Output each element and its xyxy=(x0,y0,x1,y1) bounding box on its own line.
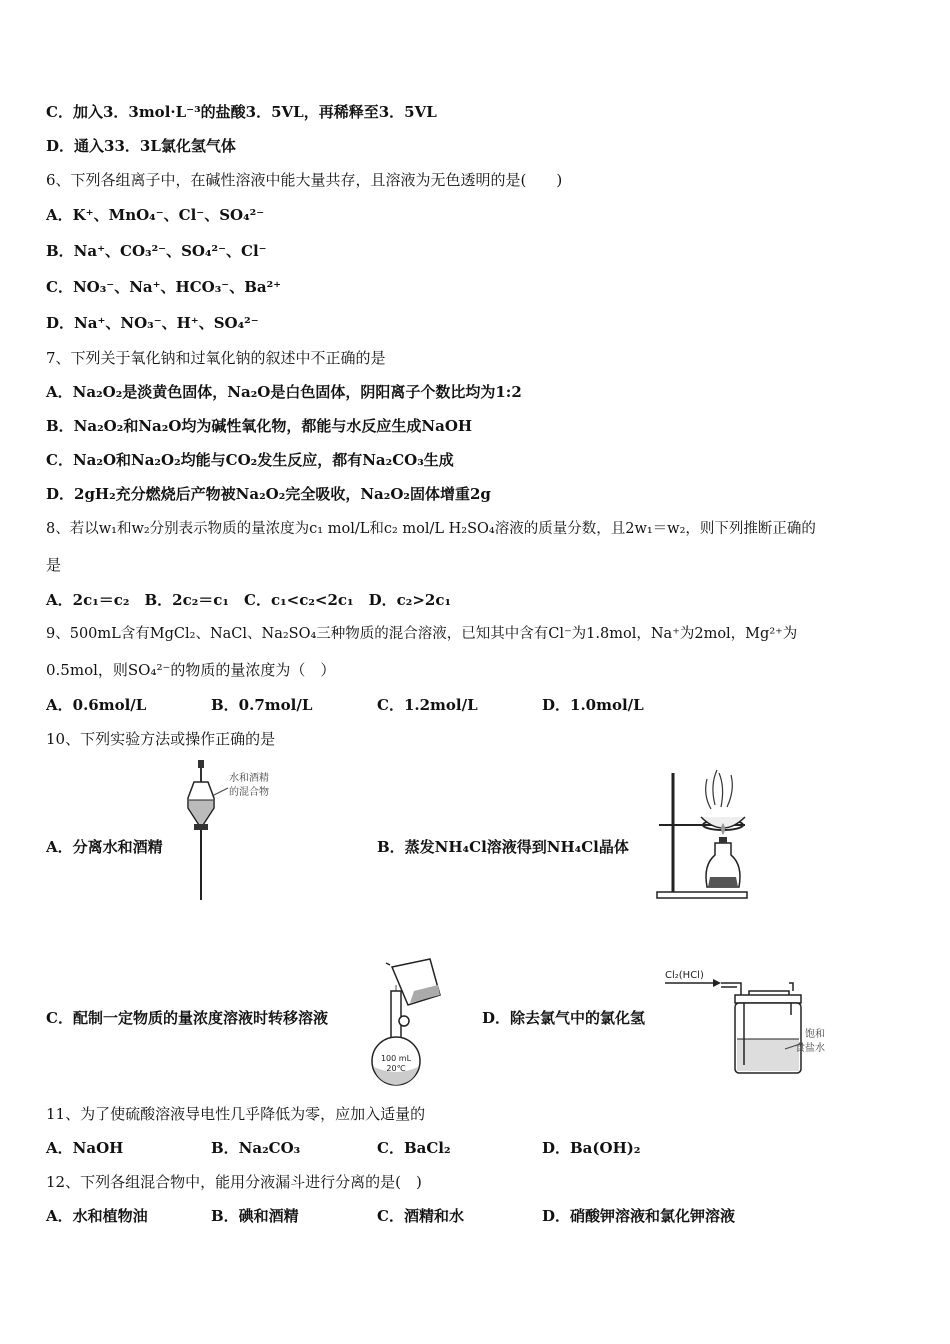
separatory-funnel-figure xyxy=(180,760,290,906)
funnel-label-1: 水和酒精 xyxy=(229,773,269,784)
q6-option-c: C．NO₃⁻、Na⁺、HCO₃⁻、Ba²⁺ xyxy=(46,278,282,296)
q10-option-d: D．除去氯气中的氯化氢 xyxy=(482,1009,646,1027)
flask-label-temp: 20℃ xyxy=(386,1064,406,1073)
q7-option-d: D．2gH₂充分燃烧后产物被Na₂O₂完全吸收，Na₂O₂固体增重2g xyxy=(46,485,491,503)
question-10: 10、下列实验方法或操作正确的是 xyxy=(46,730,276,748)
q11-option-c: C．BaCl₂ xyxy=(377,1139,451,1157)
gas-washing-bottle-figure xyxy=(665,965,835,1080)
q9-option-a: A．0.6mol/L xyxy=(46,696,147,714)
flask-label-volume: 100 mL xyxy=(380,1054,412,1063)
q11-option-d: D．Ba(OH)₂ xyxy=(542,1139,641,1157)
q10-option-a: A．分离水和酒精 xyxy=(46,838,163,856)
q8-options: A．2c₁＝c₂ B．2c₂＝c₁ C．c₁<c₂<2c₁ D．c₂>2c₁ xyxy=(46,591,452,609)
funnel-label-2: 的混合物 xyxy=(229,787,269,798)
q11-option-a: A．NaOH xyxy=(46,1139,124,1157)
q12-option-b: B．碘和酒精 xyxy=(211,1207,299,1225)
q6-option-a: A．K⁺、MnO₄⁻、Cl⁻、SO₄²⁻ xyxy=(46,206,265,224)
question-11: 11、为了使硫酸溶液导电性几乎降低为零，应加入适量的 xyxy=(46,1105,426,1123)
question-7: 7、下列关于氧化钠和过氧化钠的叙述中不正确的是 xyxy=(46,349,386,367)
bottle-label-2: 食盐水 xyxy=(795,1043,825,1054)
gas-label: Cl₂(HCl) xyxy=(665,970,704,981)
question-6: 6、下列各组离子中，在碱性溶液中能大量共存，且溶液为无色透明的是( ) xyxy=(46,171,563,189)
q12-option-d: D．硝酸钾溶液和氯化钾溶液 xyxy=(542,1207,736,1225)
q9-option-d: D．1.0mol/L xyxy=(542,696,644,714)
q9-option-b: B．0.7mol/L xyxy=(211,696,313,714)
bottle-label-1: 饱和 xyxy=(805,1029,825,1040)
q12-option-a: A．水和植物油 xyxy=(46,1207,148,1225)
q9-option-c: C．1.2mol/L xyxy=(377,696,478,714)
q10-option-b: B．蒸发NH₄Cl溶液得到NH₄Cl晶体 xyxy=(377,838,629,856)
q6-option-b: B．Na⁺、CO₃²⁻、SO₄²⁻、Cl⁻ xyxy=(46,242,267,260)
volumetric-flask-figure xyxy=(360,955,455,1087)
q12-option-c: C．酒精和水 xyxy=(377,1207,464,1225)
question-12: 12、下列各组混合物中，能用分液漏斗进行分离的是( ) xyxy=(46,1173,422,1191)
q7-option-c: C．Na₂O和Na₂O₂均能与CO₂发生反应，都有Na₂CO₃生成 xyxy=(46,451,454,469)
question-8-line-1: 8、若以w₁和w₂分别表示物质的量浓度为c₁ mol/L和c₂ mol/L H₂SO₄溶液的质量分数，且2w₁＝w₂，则下列推断正确的 xyxy=(46,521,816,537)
q11-option-b: B．Na₂CO₃ xyxy=(211,1139,301,1157)
question-9-line-1: 9、500mL含有MgCl₂、NaCl、Na₂SO₄三种物质的混合溶液，已知其中含有Cl⁻为1.8mol，Na⁺为2mol，Mg²⁺为 xyxy=(46,626,798,642)
q7-option-b: B．Na₂O₂和Na₂O均为碱性氧化物，都能与水反应生成NaOH xyxy=(46,417,473,435)
q7-option-a: A．Na₂O₂是淡黄色固体，Na₂O是白色固体，阴阳离子个数比均为1:2 xyxy=(46,383,522,401)
question-9-line-2: 0.5mol，则SO₄²⁻的物质的量浓度为（ ） xyxy=(46,661,336,679)
evaporation-setup-figure xyxy=(655,765,755,905)
question-8-line-2: 是 xyxy=(46,556,62,574)
q10-option-c: C．配制一定物质的量浓度溶液时转移溶液 xyxy=(46,1009,328,1027)
q5-option-d: D．通入33．3L氯化氢气体 xyxy=(46,137,236,155)
q5-option-c: C．加入3．3mol·L⁻³的盐酸3．5VL，再稀释至3．5VL xyxy=(46,103,437,121)
q6-option-d: D．Na⁺、NO₃⁻、H⁺、SO₄²⁻ xyxy=(46,314,259,332)
